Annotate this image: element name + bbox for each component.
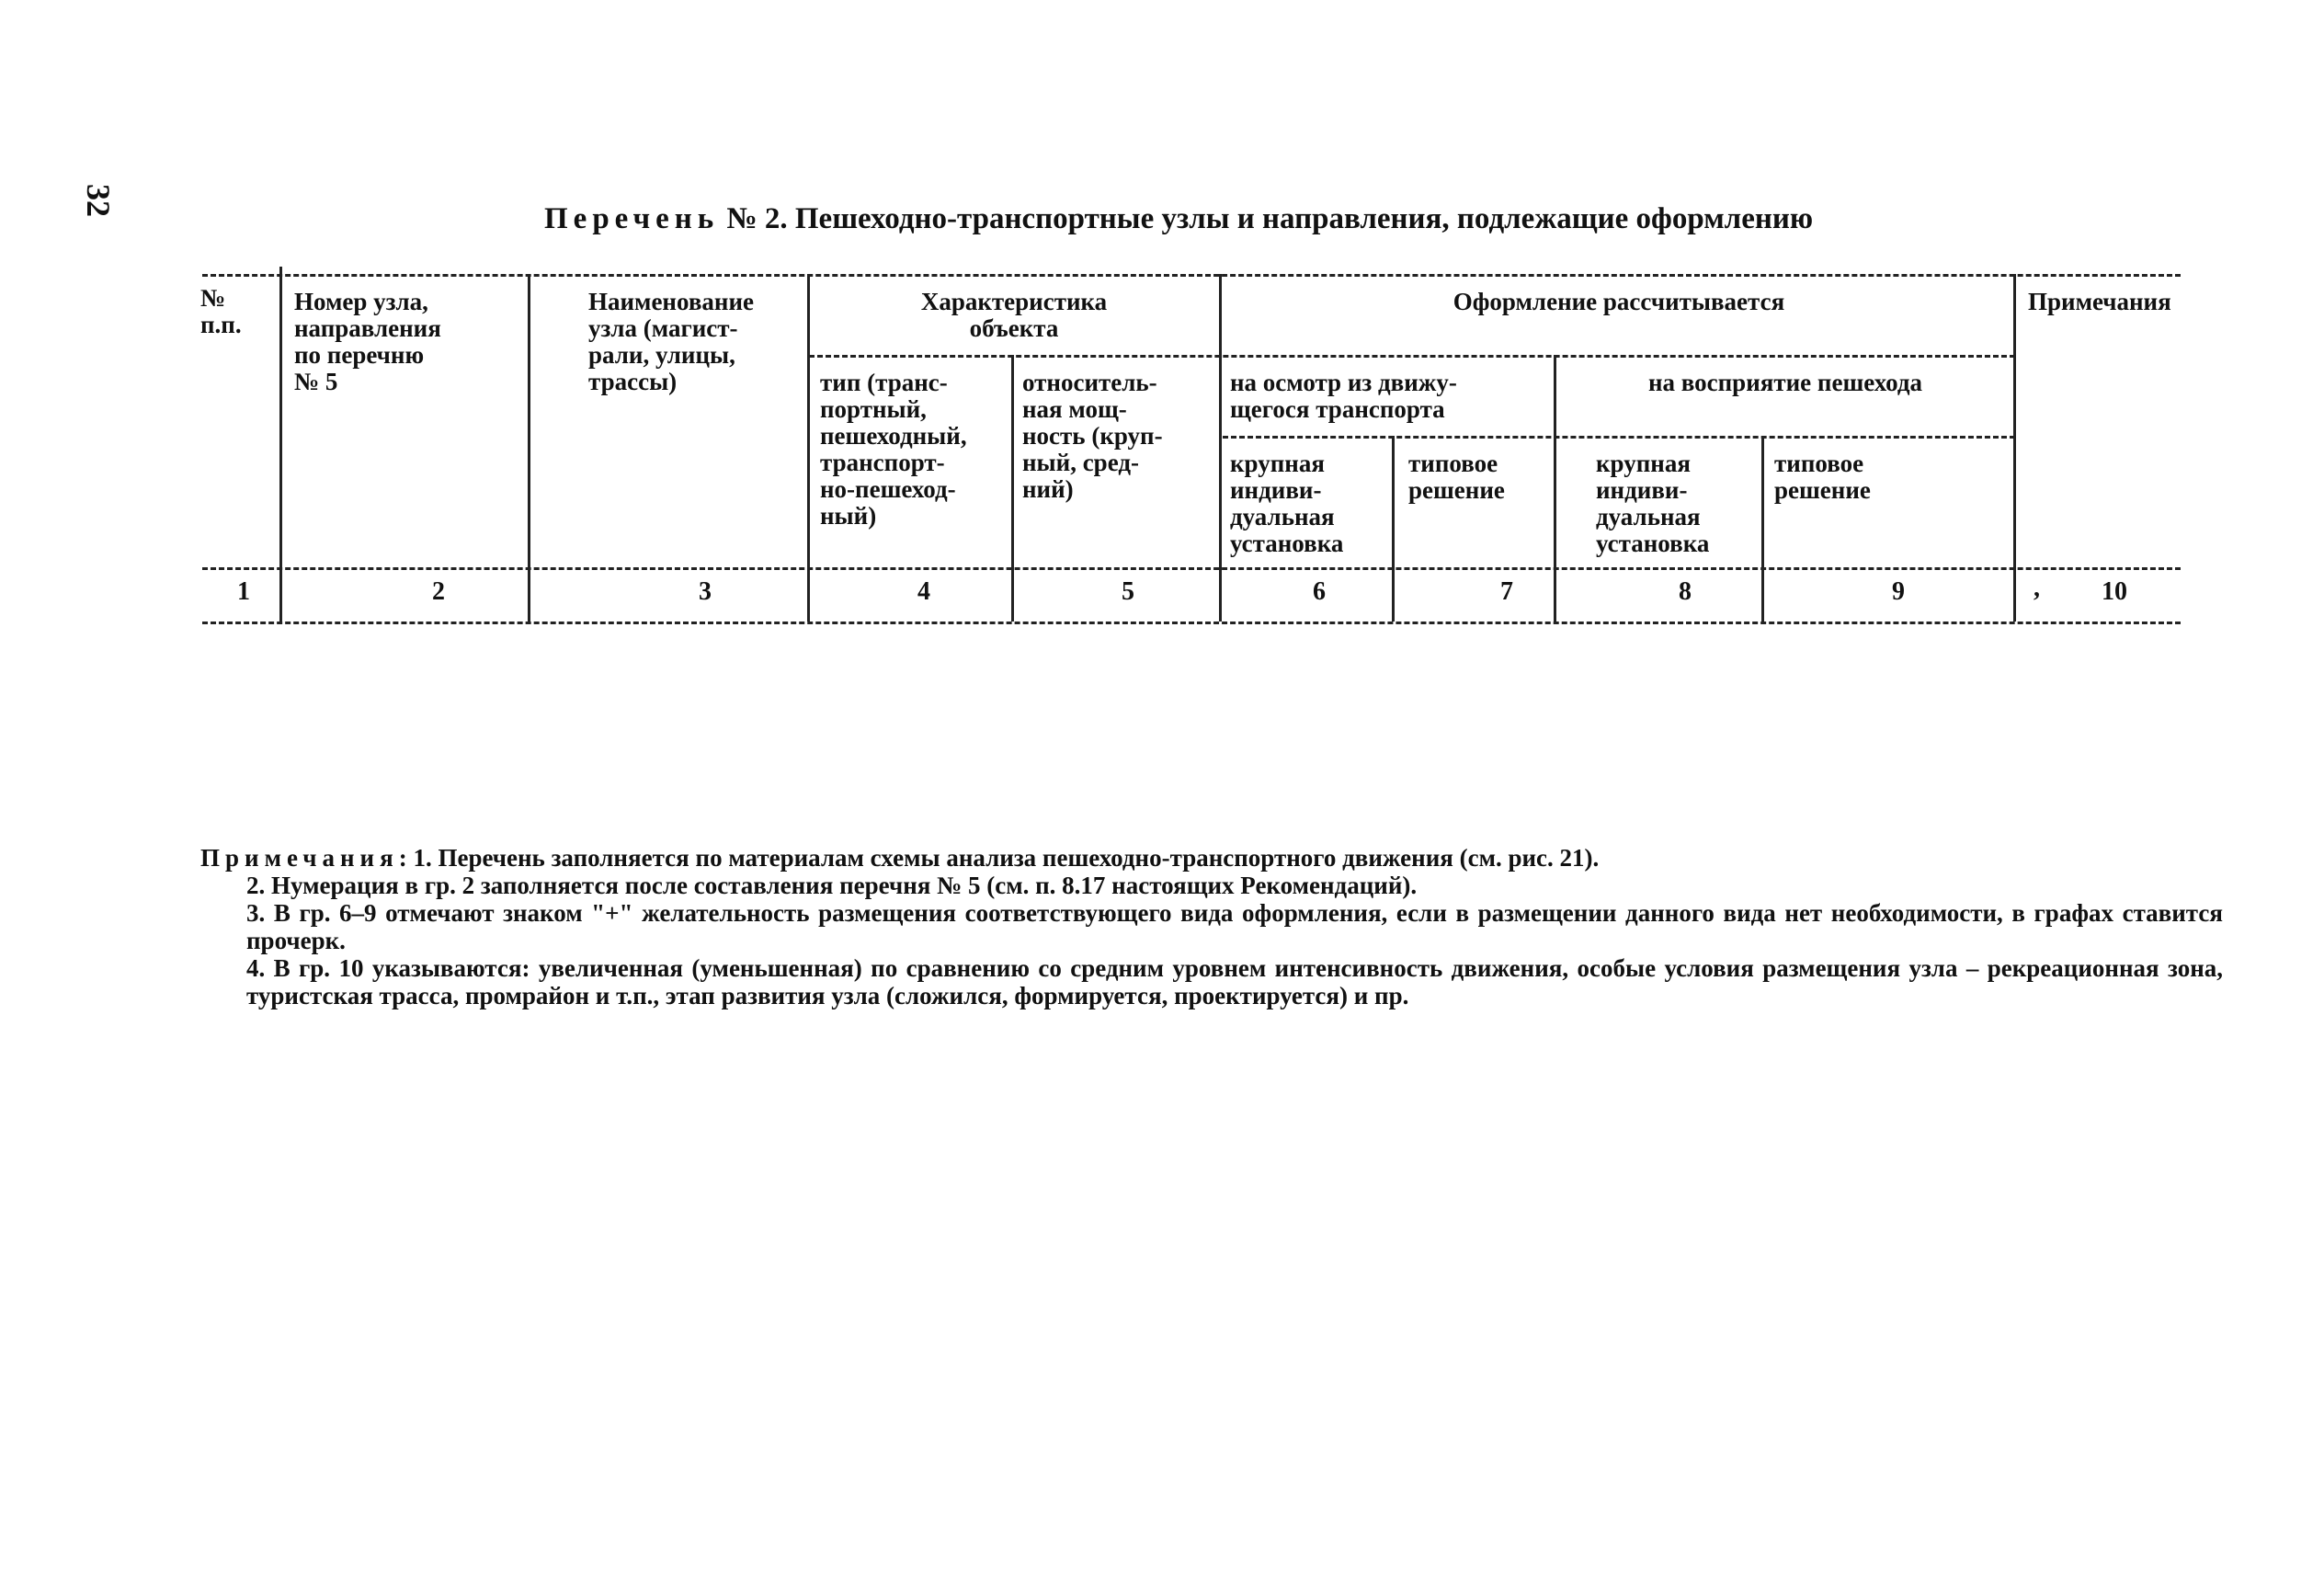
column-divider [1392,436,1395,622]
column-divider [1554,355,1556,622]
header-bottom-rule [202,567,2181,570]
column-divider [528,274,530,622]
column-number: 9 [1892,577,1905,606]
header-col6: крупная индиви- дуальная установка [1230,450,1344,557]
column-number: 2 [432,577,445,606]
column-divider [1011,355,1014,622]
column-number: 8 [1679,577,1692,606]
column-number: 10 [2102,577,2127,606]
header-sub-pedestrian: на восприятие пешехода [1647,369,1923,396]
column-number: 7 [1500,577,1513,606]
subgroup-rule [809,355,2015,358]
header-col1: № п.п. [200,284,242,338]
header-col2: Номер узла, направления по перечню № 5 [294,288,441,395]
note-1 [200,844,2223,872]
column-divider [2013,274,2016,622]
header-col4: тип (транс- портный, пешеходный, транспорт- но-пешеход- ный) [820,369,967,530]
column-divider [279,267,282,622]
column-number: 4 [917,577,930,606]
header-col9: типовое решение [1774,450,1871,504]
notes-block [200,844,2223,1009]
column-number: 6 [1313,577,1326,606]
page-title [544,202,1813,236]
note-4: 4. В гр. 10 указываются: увеличенная (уменьшенная) по сравнению со средним уровнем интенсивность движения, особые условия размещения узла – рекреационная зона, туристская трасса, промрайон и т.п., этап развития узла (сложился, формируется, проектируется) и пр. [246,954,2223,1009]
subsubgroup-rule [1223,436,2015,439]
header-col8: крупная индиви- дуальная установка [1596,450,1710,557]
header-group-characteristics: Характеристика объекта [920,288,1108,342]
title-lead: Перечень [544,202,720,235]
header-group-design: Оформление рассчитывается [1452,288,1785,315]
column-number: 5 [1122,577,1134,606]
header-col3: Наименование узла (магист- рали, улицы, трассы) [588,288,754,395]
note-3: 3. В гр. 6–9 отмечают знаком "+" желательность размещения соответствующего вида оформления, если в размещении данного вида нет необходимости, в графах ставится прочерк. [246,899,2223,954]
table-bottom-rule [202,622,2181,624]
table-top-rule [202,274,2181,277]
notes-label: Примечания [200,844,399,872]
note-1-text: : 1. Перечень заполняется по материалам схемы анализа пешеходно-транспортного движения (см. рис. 21). [398,844,1600,872]
header-col10: Примечания [2028,288,2171,315]
column-divider [1761,436,1764,622]
column-number: 3 [699,577,712,606]
title-rest: № 2. Пешеходно-транспортные узлы и направления, подлежащие оформлению [726,202,1814,235]
column-divider [1219,274,1222,622]
header-col7: типовое решение [1408,450,1505,504]
page-number: 32 [80,184,117,217]
header-col5: относитель- ная мощ- ность (круп- ный, сред- ний) [1022,369,1163,503]
note-2: 2. Нумерация в гр. 2 заполняется после составления перечня № 5 (см. п. 8.17 настоящих Рекомендаций). [246,872,1418,899]
column-10-mark: , [2034,574,2040,602]
header-sub-transport: на осмотр из движу- щегося транспорта [1230,369,1457,423]
column-number: 1 [237,577,250,606]
